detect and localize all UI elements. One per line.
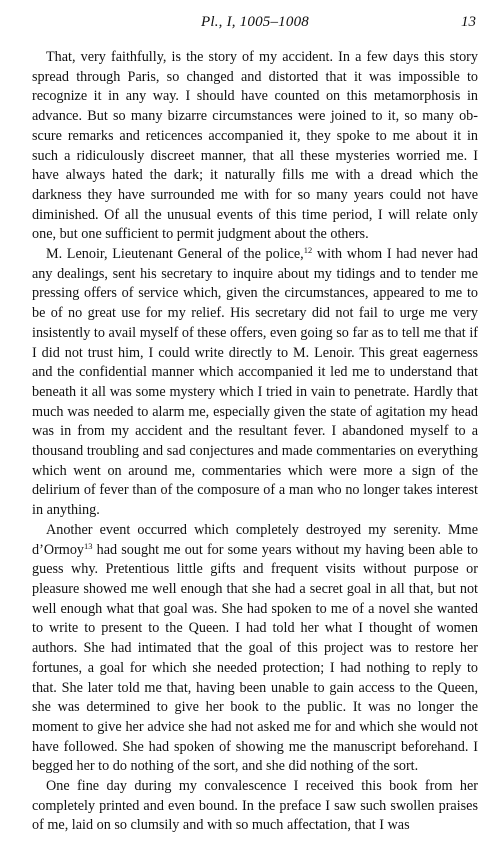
- paragraph: [32, 245, 478, 521]
- running-head: Pl., I, 1005–1008: [201, 14, 309, 30]
- page-header: [32, 14, 478, 36]
- page-number: 13: [461, 14, 476, 30]
- paragraph-text: had sought me out for some years without my having been able to guess why. Pretentious little gifts and frequent visits without purpose or pleasure showed me well enough that she had a secret goal in all that, but not well enough what that goal was. She had spoken to me of a novel she wanted to write to present to the Queen. I had told her what I thought of women authors. She had intimated that the goal of this project was to restore her fortunes, a goal for which she needed protection; I had nothing to reply to that. She later told me that, having been unable to gain access to the Queen, she was determined to give her book to the public. It was no longer the moment to give her advice she had not asked me for and which she would not have followed. She had spoken of showing me the manuscript beforehand. I begged her to do nothing of the sort, and she did nothing of the sort.: [32, 541, 478, 775]
- paragraph-text: M. Lenoir, Lieutenant General of the police,: [46, 246, 304, 263]
- footnote-marker[interactable]: 12: [303, 245, 313, 256]
- paragraph: [32, 777, 478, 836]
- paragraph-text: That, very faithfully, is the story of my accident. In a few days this story spread through Paris, so changed and distorted that it was impossible to recognize it in any way. I should have counted on this metamorphosis in advance. But so many bizarre circumstances were joined to it, so many obscure remarks and reticences accompanied it, they spoke to me about it in such a ridiculously discreet manner, that all these mysteries worried me. I have always hated the dark; it naturally fills me with a dread which the darkness they have surrounded me with for so many years could not have diminished. Of all the unusual events of this time period, I will relate only one, but one sufficient to permit judgment about the others.: [32, 49, 478, 243]
- paragraph-text: Another event occurred which completely destroyed my serenity. Mme d’Ormoy: [32, 521, 478, 558]
- paragraph-text: One fine day during my convalescence I received this book from her completely printed and even bound. In the preface I saw such swollen praises of me, laid on so clumsily and with so much affectation, that I was: [32, 778, 478, 834]
- body-text: [32, 48, 478, 836]
- paragraph: [32, 48, 478, 245]
- paragraph-text: with whom I had never had any dealings, sent his secretary to inquire about my tidings and to tender me pressing offers of service which, given the circumstances, appeared to me to be of no great use for my relief. His secretary did not fail to urge me very insistently to avail myself of these offers, even going so far as to tell me that if I did not trust him, I could write directly to M. Lenoir. This great eagerness and the confidential manner which accompanied it led me to understand that beneath it all was some mystery which I tried in vain to penetrate. Hardly that much was needed to alarm me, especially given the state of agitation my head was in from my accident and the resultant fever. I abandoned myself to a thousand troubling and sad conjectures and made commentaries on everything which went on around me, commentaries which were more a sign of the delirium of fever than of the composure of a man who no longer takes interest in anything.: [32, 246, 478, 519]
- footnote-marker[interactable]: 13: [84, 540, 93, 551]
- paragraph: [32, 521, 478, 777]
